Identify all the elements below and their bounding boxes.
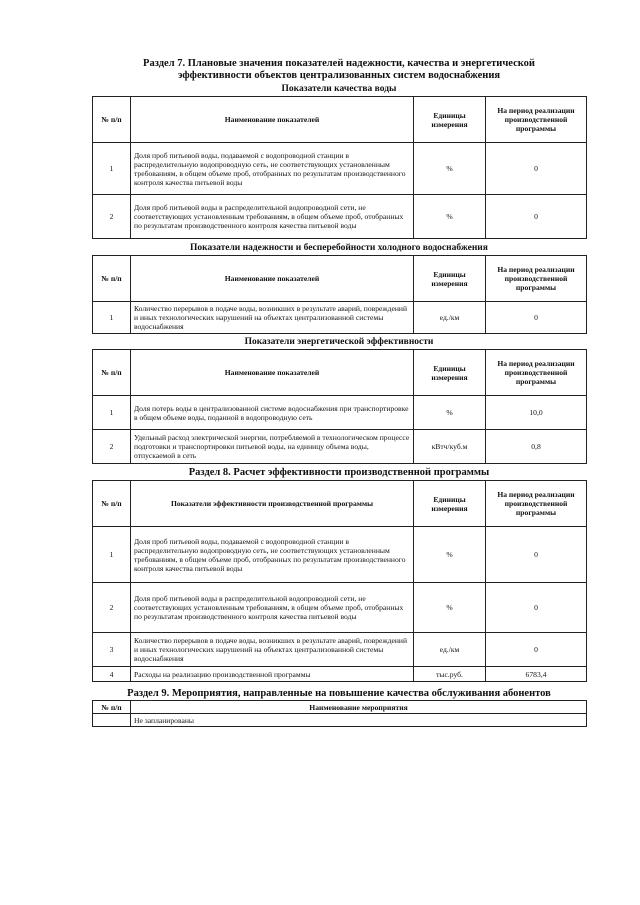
row-unit: % [414,583,486,633]
row-name: Не запланированы [131,714,587,727]
row-name: Расходы на реализацию производственной программы [131,667,414,682]
row-name: Доля потерь воды в централизованной системе водоснабжения при транспортировке в общем объеме воды, поданной в водопроводную сеть [131,396,414,430]
row-value: 0 [486,583,587,633]
row-value: 10,0 [486,396,587,430]
table-row [93,633,587,667]
header-measure-name: Наименование мероприятия [131,701,587,714]
row-value: 0,8 [486,430,587,464]
section7-title-line1: Раздел 7. Плановые значения показателей надежности, качества и энергетической [143,58,535,69]
row-num: 2 [93,583,131,633]
table-row [93,714,587,727]
row-unit: % [414,143,486,195]
row-num: 1 [93,396,131,430]
row-unit: % [414,527,486,583]
row-name: Доля проб питьевой воды в распределительной водопроводной сети, не соответствующих установленным требованиям, в общем объеме проб, отобранных по результатам производственного контроля качества питьевой воды [131,583,414,633]
table-header-row [93,256,587,302]
row-num: 2 [93,430,131,464]
section9-table [92,700,587,727]
row-value: 0 [486,143,587,195]
row-num [93,714,131,727]
row-num: 1 [93,143,131,195]
table-row [93,430,587,464]
row-unit: ед./км [414,302,486,334]
row-unit: % [414,195,486,239]
table-header-row [93,97,587,143]
table-row [93,195,587,239]
row-name: Количество перерывов в подаче воды, возникших в результате аварий, повреждений и иных технологических нарушений на объектах централизованной системы водоснабжения [131,633,414,667]
quality-table [92,96,587,239]
header-num: № п/п [93,481,131,527]
row-value: 0 [486,302,587,334]
section8-title: Раздел 8. Расчет эффективности производственной программы [188,467,490,478]
quality-subtitle: Показатели качества воды [281,84,397,94]
header-name: Наименование показателей [131,350,414,396]
energy-subtitle: Показатели энергетической эффективности [244,337,434,347]
row-unit: ед./км [414,633,486,667]
header-num: № п/п [93,350,131,396]
section8-table [92,480,587,682]
row-name: Удельный расход электрической энергии, потребляемой в технологическом процессе подготовки и транспортировки питьевой воды, на единицу объема воды, отпускаемой в сеть [131,430,414,464]
row-unit: % [414,396,486,430]
row-value: 0 [486,633,587,667]
header-num: № п/п [93,97,131,143]
table-row [93,302,587,334]
header-num: № п/п [93,701,131,714]
row-num: 1 [93,302,131,334]
reliability-subtitle: Показатели надежности и бесперебойности холодного водоснабжения [190,243,488,253]
table-row [93,583,587,633]
reliability-table [92,255,587,334]
table-row [93,143,587,195]
header-name: Наименование показателей [131,97,414,143]
table-header-row [93,701,587,714]
header-period: На период реализации производственной программы [486,350,587,396]
section9-title: Раздел 9. Мероприятия, направленные на повышение качества обслуживания абонентов [127,688,551,699]
row-name: Количество перерывов в подаче воды, возникших в результате аварий, повреждений и иных технологических нарушений на объектах централизованной системы водоснабжения [131,302,414,334]
table-row [93,527,587,583]
header-name: Показатели эффективности производственной программы [131,481,414,527]
energy-table [92,349,587,464]
header-period: На период реализации производственной программы [486,97,587,143]
header-period: На период реализации производственной программы [486,481,587,527]
table-row [93,396,587,430]
row-unit: кВтч/куб.м [414,430,486,464]
section7-title-line2: эффективности объектов централизованных систем водоснабжения [177,70,501,81]
header-num: № п/п [93,256,131,302]
table-header-row [93,481,587,527]
row-unit: тыс.руб. [414,667,486,682]
row-num: 3 [93,633,131,667]
header-name: Наименование показателей [131,256,414,302]
row-value: 0 [486,195,587,239]
table-row [93,667,587,682]
row-name: Доля проб питьевой воды, подаваемой с водопроводной станции в распределительную водопроводную сеть, не соответствующих установленным требованиям, в общем объеме проб, отобранных по результатам производственного контроля качества питьевой воды [131,143,414,195]
header-units: Единицы измерения [414,97,486,143]
table-header-row [93,350,587,396]
row-name: Доля проб питьевой воды в распределительной водопроводной сети, не соответствующих установленным требованиям, в общем объеме проб, отобранных по результатам производственного контроля качества питьевой воды [131,195,414,239]
header-units: Единицы измерения [414,256,486,302]
row-num: 2 [93,195,131,239]
row-num: 4 [93,667,131,682]
row-value: 0 [486,527,587,583]
row-num: 1 [93,527,131,583]
header-period: На период реализации производственной программы [486,256,587,302]
header-units: Единицы измерения [414,350,486,396]
row-name: Доля проб питьевой воды, подаваемой с водопроводной станции в распределительную водопроводную сеть, не соответствующих установленным требованиям, в общем объеме проб, отобранных по результатам производственного контроля качества питьевой воды [131,527,414,583]
header-units: Единицы измерения [414,481,486,527]
row-value: 6783,4 [486,667,587,682]
